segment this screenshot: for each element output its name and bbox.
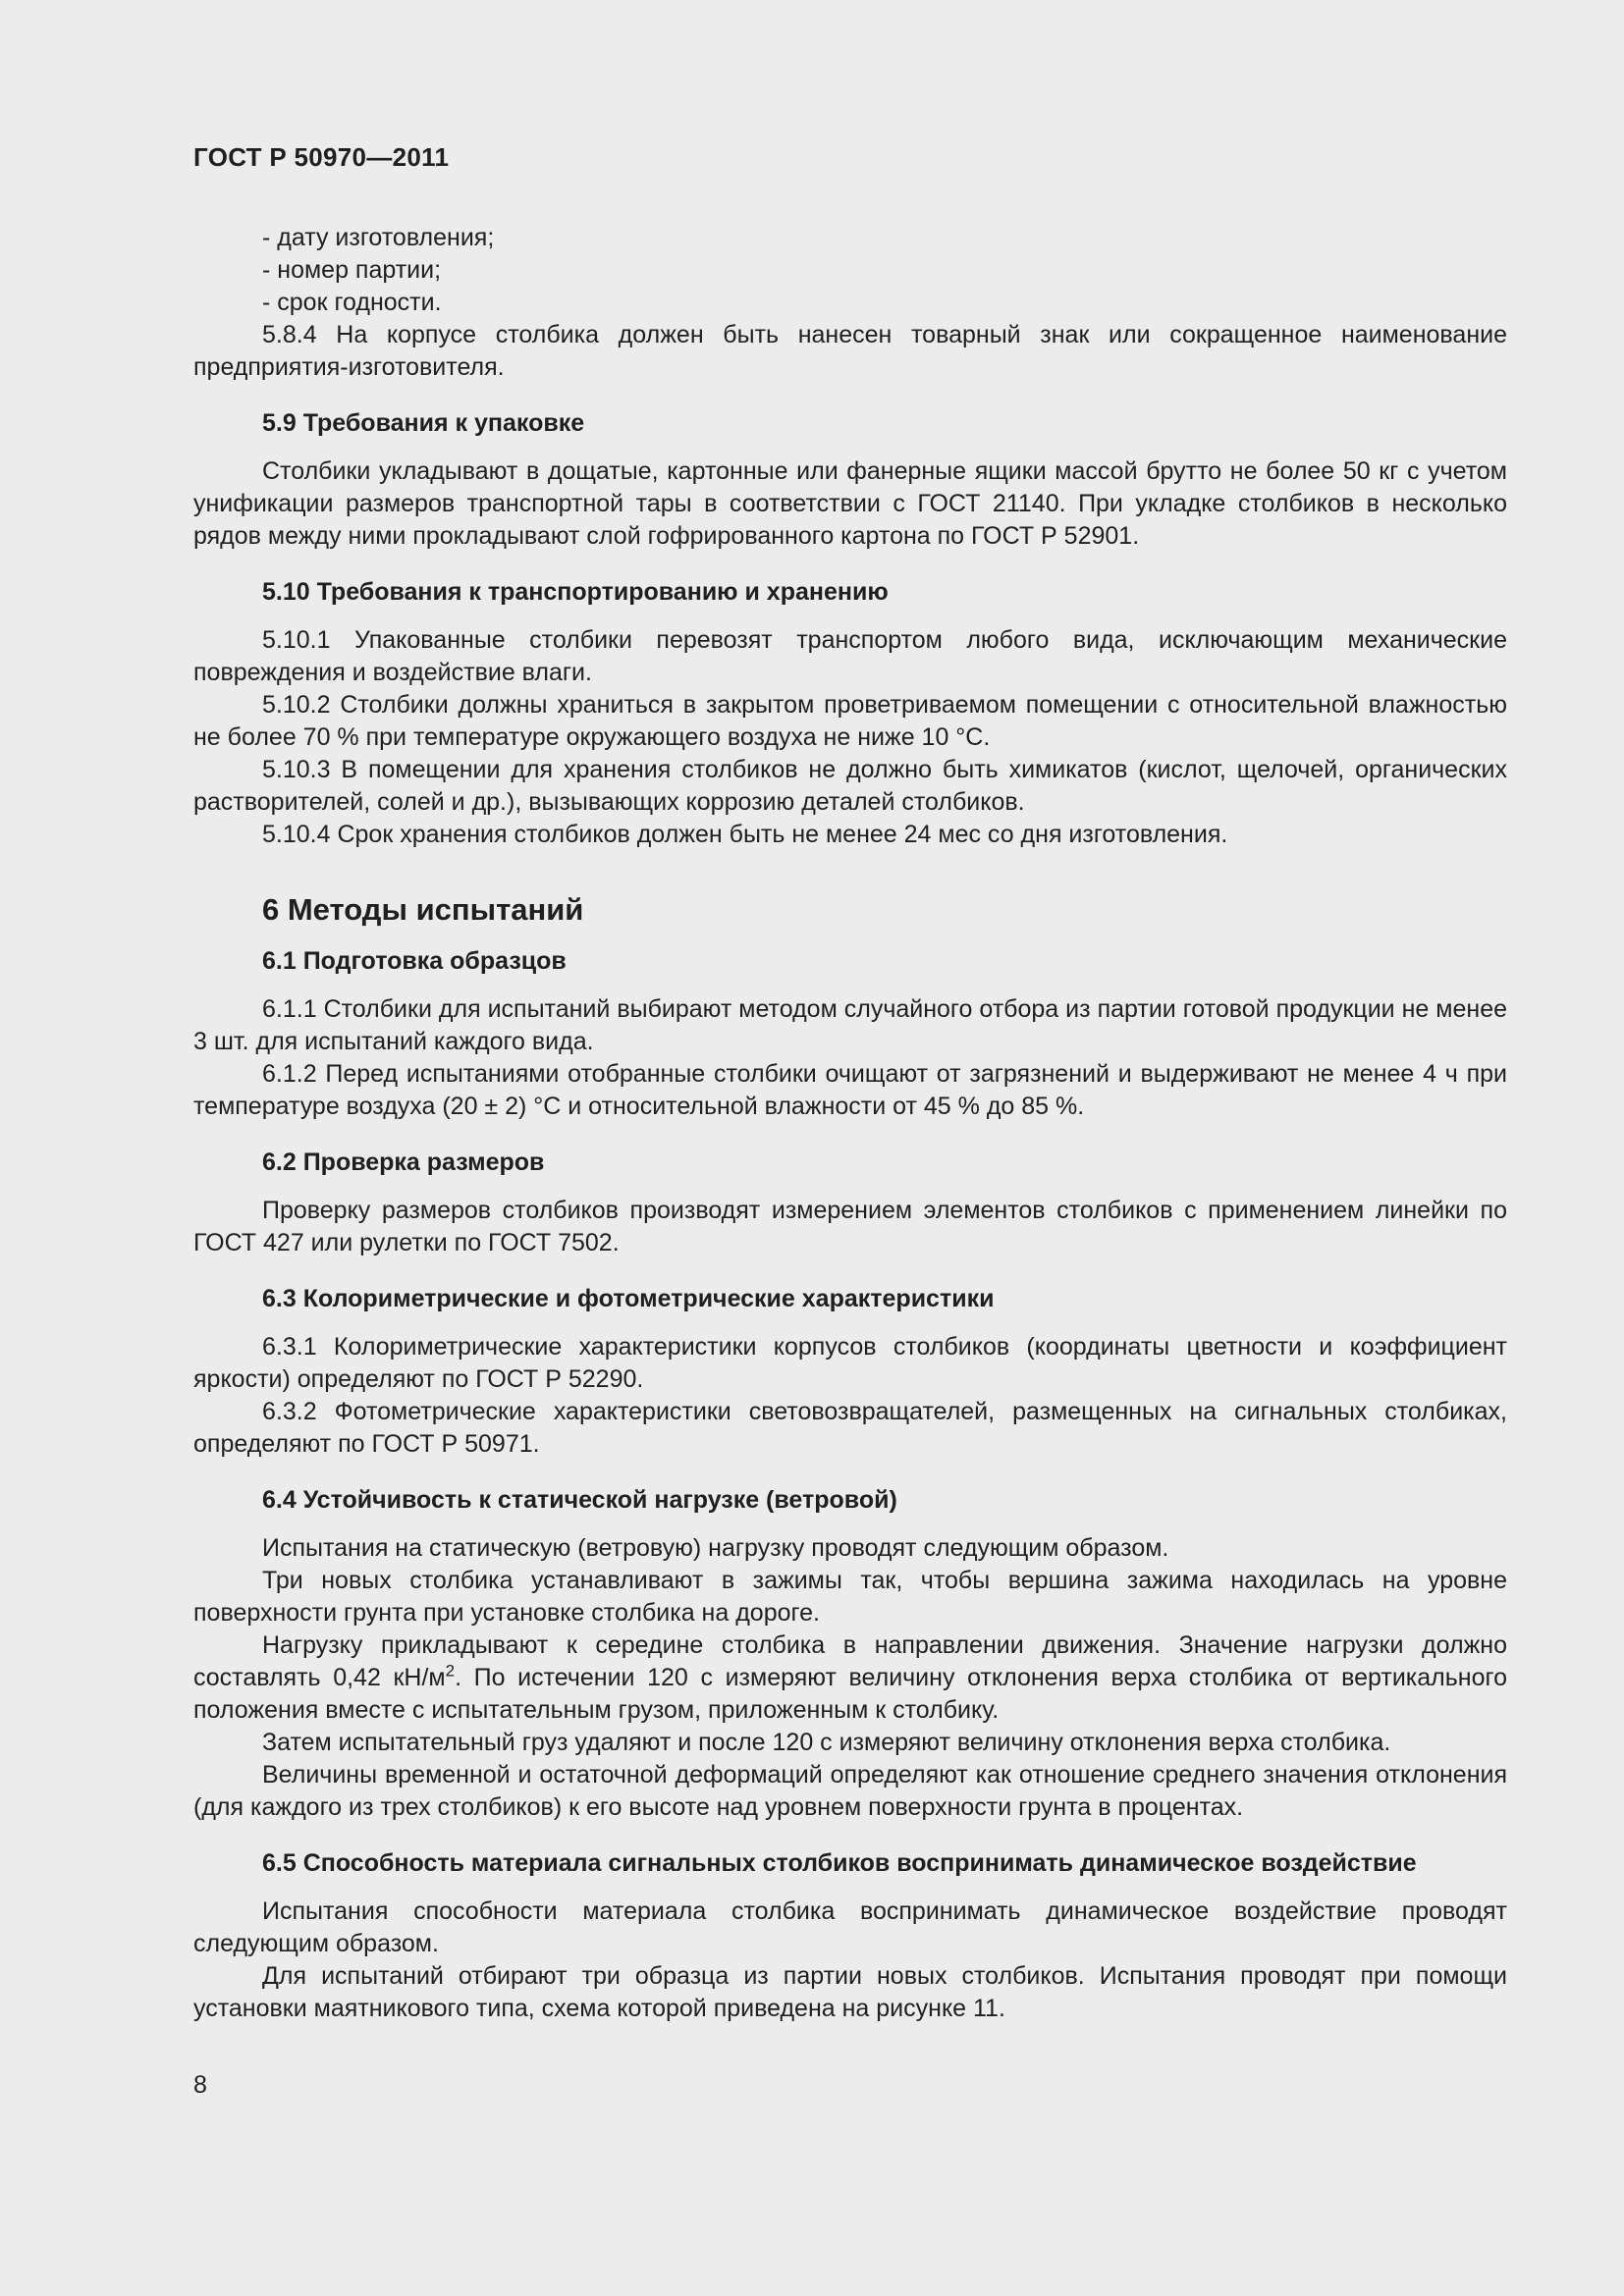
superscript-exponent: 2 bbox=[445, 1661, 456, 1681]
paragraph-6-3-2: 6.3.2 Фотометрические характеристики световозвращателей, размещенных на сигнальных столбиках, определяют по ГОСТ Р 50971. bbox=[193, 1398, 1507, 1458]
list-item: - номер партии; bbox=[262, 256, 442, 284]
paragraph-6-4-c-part2: . По истечении 120 с измеряют величину отклонения верха столбика от вертикального положения вместе с испытательным грузом, приложенным к столбику. bbox=[193, 1664, 1507, 1724]
paragraph-6-5-b: Для испытаний отбирают три образца из партии новых столбиков. Испытания проводят при помощи установки маятникового типа, схема которой приведена на рисунке 11. bbox=[193, 1962, 1507, 2022]
paragraph-6-4-a: Испытания на статическую (ветровую) нагрузку проводят следующим образом. bbox=[262, 1534, 1169, 1562]
heading-6-5: 6.5 Способность материала сигнальных столбиков воспринимать динамическое воздействие bbox=[262, 1849, 1417, 1877]
paragraph-5-10-1: 5.10.1 Упакованные столбики перевозят транспортом любого вида, исключающим механические повреждения и воздействие влаги. bbox=[193, 626, 1507, 686]
heading-6-1: 6.1 Подготовка образцов bbox=[262, 947, 567, 975]
paragraph-6-4-d: Затем испытательный груз удаляют и после 120 с измеряют величину отклонения верха столбика. bbox=[262, 1729, 1391, 1756]
heading-5-10: 5.10 Требования к транспортированию и хранению bbox=[262, 578, 889, 606]
list-item: - дату изготовления; bbox=[262, 224, 495, 251]
paragraph-5-8-4: 5.8.4 На корпусе столбика должен быть нанесен товарный знак или сокращенное наименование предприятия-изготовителя. bbox=[193, 321, 1507, 381]
paragraph-6-4-e: Величины временной и остаточной деформаций определяют как отношение среднего значения отклонения (для каждого из трех столбиков) к его высоте над уровнем поверхности грунта в процентах. bbox=[193, 1761, 1507, 1821]
list-item: - срок годности. bbox=[262, 289, 442, 316]
paragraph-5-10-4: 5.10.4 Срок хранения столбиков должен быть не менее 24 мес со дня изготовления. bbox=[262, 821, 1228, 848]
heading-6-4: 6.4 Устойчивость к статической нагрузке (ветровой) bbox=[262, 1486, 897, 1514]
page-number: 8 bbox=[193, 2071, 207, 2099]
heading-5-9: 5.9 Требования к упаковке bbox=[262, 409, 585, 437]
paragraph-6-1-1: 6.1.1 Столбики для испытаний выбирают методом случайного отбора из партии готовой продукции не менее 3 шт. для испытаний каждого вида. bbox=[193, 995, 1507, 1055]
paragraph-6-3-1: 6.3.1 Колориметрические характеристики корпусов столбиков (координаты цветности и коэффициент яркости) определяют по ГОСТ Р 52290. bbox=[193, 1333, 1507, 1393]
paragraph-6-4-c bbox=[193, 1629, 1507, 1727]
heading-6-2: 6.2 Проверка размеров bbox=[262, 1148, 545, 1176]
document-page bbox=[193, 142, 1507, 2025]
paragraph-6-4-c-part1: Нагрузку прикладывают к середине столбика в направлении движения. Значение нагрузки должно составлять 0,42 кН/м bbox=[193, 1631, 1507, 1691]
paragraph-6-1-2: 6.1.2 Перед испытаниями отобранные столбики очищают от загрязнений и выдерживают не менее 4 ч при температуре воздуха (20 ± 2) °С и относительной влажности от 45 % до 85 %. bbox=[193, 1060, 1507, 1120]
paragraph-5-10-2: 5.10.2 Столбики должны храниться в закрытом проветриваемом помещении с относительной влажностью не более 70 % при температуре окружающего воздуха не ниже 10 °С. bbox=[193, 691, 1507, 751]
paragraph-5-10-3: 5.10.3 В помещении для хранения столбиков не должно быть химикатов (кислот, щелочей, органических растворителей, солей и др.), вызывающих коррозию деталей столбиков. bbox=[193, 756, 1507, 816]
paragraph-6-2: Проверку размеров столбиков производят измерением элементов столбиков с применением линейки по ГОСТ 427 или рулетки по ГОСТ 7502. bbox=[193, 1197, 1507, 1256]
heading-6-3: 6.3 Колориметрические и фотометрические характеристики bbox=[262, 1285, 995, 1312]
paragraph-5-9: Столбики укладывают в дощатые, картонные или фанерные ящики массой брутто не более 50 кг с учетом унификации размеров транспортной тары в соответствии с ГОСТ 21140. При укладке столбиков в несколько рядов между ними прокладывают слой гофрированного картона по ГОСТ Р 52901. bbox=[193, 457, 1507, 550]
paragraph-6-5-a: Испытания способности материала столбика воспринимать динамическое воздействие проводят следующим образом. bbox=[193, 1897, 1507, 1957]
paragraph-6-4-b: Три новых столбика устанавливают в зажимы так, чтобы вершина зажима находилась на уровне поверхности грунта при установке столбика на дороге. bbox=[193, 1567, 1507, 1627]
heading-6: 6 Методы испытаний bbox=[262, 892, 584, 927]
document-header: ГОСТ Р 50970—2011 bbox=[193, 142, 450, 172]
